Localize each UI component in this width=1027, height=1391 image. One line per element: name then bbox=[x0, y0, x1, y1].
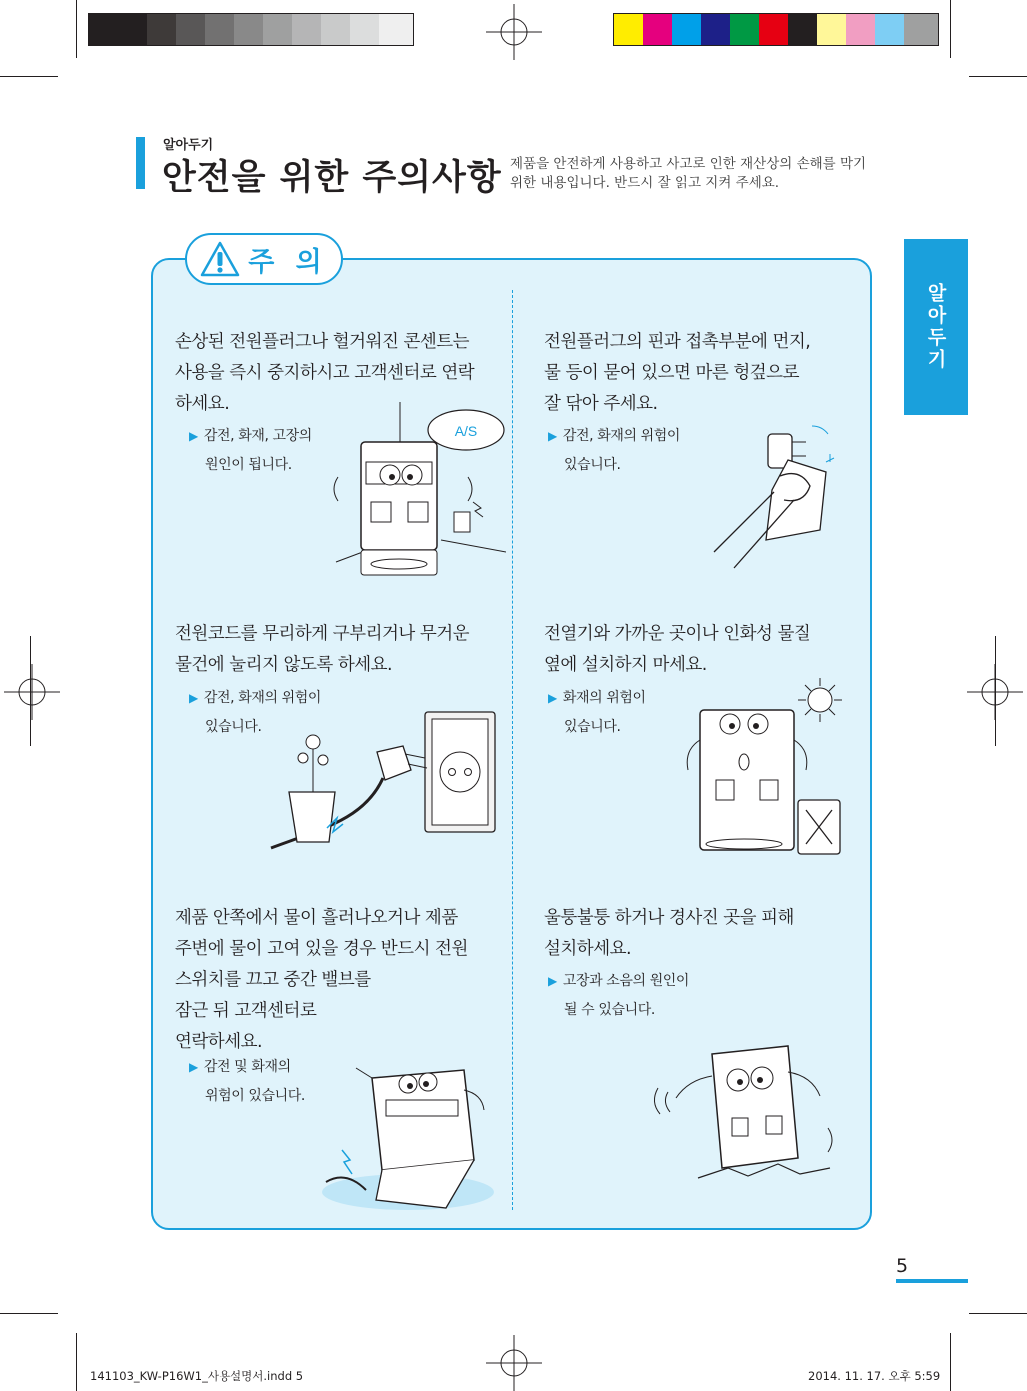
column-divider bbox=[512, 290, 513, 1210]
caution-badge bbox=[185, 233, 343, 285]
warning-line: 잠근 뒤 고객센터로 bbox=[175, 1001, 317, 1021]
reason-text-4 bbox=[548, 684, 646, 742]
caution-label: 주 의 bbox=[248, 246, 328, 278]
illustration-heater-flammable bbox=[678, 672, 848, 862]
page-number-underline bbox=[896, 1279, 968, 1283]
warning-line: 주변에 물이 고여 있을 경우 반드시 전원 bbox=[175, 939, 468, 959]
reason-line: 원인이 됩니다. bbox=[205, 457, 292, 473]
reason-line: 감전 및 화재의 bbox=[203, 1059, 291, 1075]
reason-line: 있습니다. bbox=[205, 719, 262, 735]
reason-line: 감전, 화재, 고장의 bbox=[203, 428, 312, 444]
crop-line-left bbox=[30, 636, 31, 746]
bullet-triangle-icon: ▶ bbox=[189, 1060, 198, 1074]
grayscale-bar bbox=[88, 13, 414, 46]
reason-line: 감전, 화재의 위험이 bbox=[562, 428, 680, 444]
reason-text-5 bbox=[189, 1053, 305, 1111]
warning-triangle-icon bbox=[200, 241, 240, 277]
warning-text-2 bbox=[544, 327, 810, 420]
warning-line: 옆에 설치하지 마세요. bbox=[544, 655, 707, 675]
footer-file-name: 141103_KW-P16W1_사용설명서.indd 5 bbox=[90, 1369, 304, 1383]
bullet-triangle-icon: ▶ bbox=[189, 691, 198, 705]
registration-mark-left bbox=[4, 664, 60, 720]
intro-text bbox=[510, 155, 890, 193]
footer-date: 2014. 11. 17. 오후 5:59 bbox=[808, 1369, 941, 1383]
intro-line: 위한 내용입니다. 반드시 잘 읽고 지켜 주세요. bbox=[510, 175, 780, 191]
reason-text-1 bbox=[189, 422, 312, 480]
registration-mark-top bbox=[486, 4, 542, 60]
page-number: 5 bbox=[896, 1255, 909, 1277]
warning-line: 제품 안쪽에서 물이 흘러나오거나 제품 bbox=[175, 908, 458, 928]
bullet-triangle-icon: ▶ bbox=[189, 429, 198, 443]
section-kicker: 알아두기 bbox=[163, 138, 214, 153]
registration-mark-bottom bbox=[486, 1335, 542, 1391]
warning-line: 전원플러그의 핀과 접촉부분에 먼지, bbox=[544, 332, 811, 352]
warning-line: 설치하세요. bbox=[544, 939, 632, 959]
illustration-uneven-floor bbox=[648, 1028, 843, 1188]
warning-line: 연락하세요. bbox=[175, 1032, 263, 1052]
warning-text-5 bbox=[175, 903, 468, 1058]
as-bubble-text: A/S bbox=[454, 423, 478, 439]
reason-line: 고장과 소음의 원인이 bbox=[562, 973, 690, 989]
reason-line: 감전, 화재의 위험이 bbox=[203, 690, 321, 706]
reason-text-6 bbox=[548, 967, 689, 1025]
bullet-triangle-icon: ▶ bbox=[548, 691, 557, 705]
title-accent-bar bbox=[136, 137, 145, 189]
warning-line: 전원코드를 무리하게 구부리거나 무거운 bbox=[175, 624, 470, 644]
reason-text-2 bbox=[548, 422, 680, 480]
warning-line: 잘 닦아 주세요. bbox=[544, 394, 658, 414]
illustration-pressed-cord bbox=[265, 708, 505, 858]
warning-line: 손상된 전원플러그나 헐거워진 콘센트는 bbox=[175, 332, 470, 352]
reason-line: 될 수 있습니다. bbox=[564, 1002, 655, 1018]
bullet-triangle-icon: ▶ bbox=[548, 429, 557, 443]
warning-line: 사용을 즉시 중지하시고 고객센터로 연락 bbox=[175, 363, 475, 383]
page-title: 안전을 위한 주의사항 bbox=[162, 158, 502, 198]
warning-line: 물 등이 묻어 있으면 마른 헝겊으로 bbox=[544, 363, 799, 383]
bullet-triangle-icon: ▶ bbox=[548, 974, 557, 988]
side-tab bbox=[904, 239, 968, 415]
color-bar bbox=[613, 13, 939, 46]
reason-line: 위험이 있습니다. bbox=[205, 1088, 305, 1104]
warning-text-6 bbox=[544, 903, 794, 965]
side-tab-label: 알아두기 bbox=[924, 283, 947, 371]
warning-line: 스위치를 끄고 중간 밸브를 bbox=[175, 970, 371, 990]
reason-line: 있습니다. bbox=[564, 719, 621, 735]
intro-line: 제품을 안전하게 사용하고 사고로 인한 재산상의 손해를 막기 bbox=[510, 156, 867, 172]
warning-text-3 bbox=[175, 619, 469, 681]
reason-line: 화재의 위험이 bbox=[562, 690, 646, 706]
illustration-wipe-plug bbox=[708, 420, 838, 570]
illustration-damaged-plug bbox=[316, 402, 506, 580]
reason-line: 있습니다. bbox=[564, 457, 621, 473]
crop-line-right bbox=[995, 636, 996, 746]
warning-line: 물건에 눌리지 않도록 하세요. bbox=[175, 655, 393, 675]
warning-line: 전열기와 가까운 곳이나 인화성 물질 bbox=[544, 624, 811, 644]
warning-line: 울퉁불퉁 하거나 경사진 곳을 피해 bbox=[544, 908, 794, 928]
illustration-water-leak bbox=[316, 1050, 501, 1215]
warning-line: 하세요. bbox=[175, 394, 230, 414]
